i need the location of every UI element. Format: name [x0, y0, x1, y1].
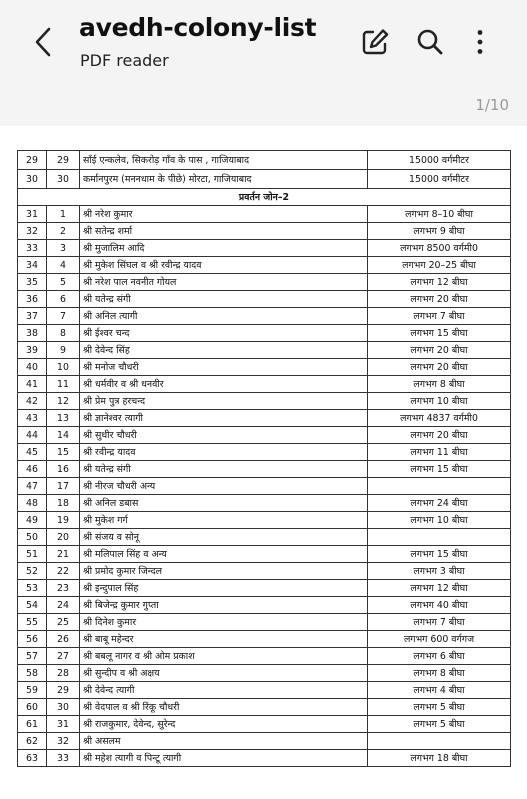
table-row — [18, 529, 511, 546]
serial-number-cell: 41 — [18, 376, 47, 393]
table-row — [18, 478, 511, 495]
area-cell: लगभग 7 बीघा — [368, 614, 511, 631]
table-row — [18, 151, 511, 170]
table-row — [18, 223, 511, 240]
table-row — [18, 495, 511, 512]
zone-number-cell: 6 — [47, 291, 80, 308]
owner-name-cell: श्री मुजालिम आदि — [80, 240, 368, 257]
zone-number-cell: 19 — [47, 512, 80, 529]
serial-number-cell: 52 — [18, 563, 47, 580]
serial-number-cell: 38 — [18, 325, 47, 342]
search-button[interactable] — [414, 26, 446, 58]
zone-number-cell: 31 — [47, 716, 80, 733]
owner-name-cell: श्री मुकेश सिंघल व श्री रवीन्द्र यादव — [80, 257, 368, 274]
table-row — [18, 325, 511, 342]
zone-number-cell: 16 — [47, 461, 80, 478]
area-cell: लगभग 11 बीघा — [368, 444, 511, 461]
area-cell: लगभग 20 बीघा — [368, 342, 511, 359]
zone-number-cell: 18 — [47, 495, 80, 512]
zone-number-cell: 15 — [47, 444, 80, 461]
owner-name-cell: श्री सतेन्द्र शर्मा — [80, 223, 368, 240]
serial-number-cell: 35 — [18, 274, 47, 291]
table-row — [18, 631, 511, 648]
area-cell: लगभग 5 बीघा — [368, 699, 511, 716]
table-row — [18, 597, 511, 614]
owner-name-cell: श्री असलम — [80, 733, 368, 750]
serial-number-cell: 49 — [18, 512, 47, 529]
zone-number-cell: 21 — [47, 546, 80, 563]
serial-number-cell: 33 — [18, 240, 47, 257]
table-row — [18, 665, 511, 682]
area-cell: लगभग 600 वर्गगज — [368, 631, 511, 648]
serial-number-cell: 59 — [18, 682, 47, 699]
zone-number-cell: 11 — [47, 376, 80, 393]
owner-name-cell: श्री नरेश कुमार — [80, 206, 368, 223]
table-row — [18, 291, 511, 308]
zone-number-cell: 1 — [47, 206, 80, 223]
owner-name-cell: श्री महेश त्यागी व पिन्टू त्यागी — [80, 750, 368, 767]
serial-number-cell: 62 — [18, 733, 47, 750]
zone-number-cell: 30 — [47, 699, 80, 716]
pdf-page[interactable] — [0, 126, 527, 799]
owner-name-cell: श्री रवीन्द्र यादव — [80, 444, 368, 461]
owner-name-cell: श्री सुधीर चौधरी — [80, 427, 368, 444]
table-row — [18, 342, 511, 359]
serial-number-cell: 55 — [18, 614, 47, 631]
page-indicator-bar — [0, 86, 527, 124]
zone-number-cell: 2 — [47, 223, 80, 240]
serial-number-cell: 29 — [18, 151, 47, 170]
owner-name-cell: श्री बबलू नागर व श्री ओम प्रकाश — [80, 648, 368, 665]
app-subtitle: PDF reader — [80, 51, 169, 70]
serial-number-cell: 47 — [18, 478, 47, 495]
zone-number-cell: 28 — [47, 665, 80, 682]
owner-name-cell: श्री अनिल डबास — [80, 495, 368, 512]
table-row — [18, 546, 511, 563]
serial-number-cell: 48 — [18, 495, 47, 512]
owner-name-cell: श्री मुकेश गर्ग — [80, 512, 368, 529]
serial-number-cell: 39 — [18, 342, 47, 359]
serial-number-cell: 43 — [18, 410, 47, 427]
serial-number-cell: 46 — [18, 461, 47, 478]
serial-number-cell: 60 — [18, 699, 47, 716]
colony-table — [17, 150, 511, 767]
serial-number-cell: 50 — [18, 529, 47, 546]
edit-button[interactable] — [359, 26, 391, 58]
zone-number-cell: 14 — [47, 427, 80, 444]
area-cell: लगभग 20 बीघा — [368, 359, 511, 376]
table-row — [18, 427, 511, 444]
owner-name-cell: श्री वेदपाल व श्री रिंकू चौधरी — [80, 699, 368, 716]
edit-icon — [359, 26, 391, 58]
table-row — [18, 410, 511, 427]
owner-name-cell: श्री देवेन्द त्यागी — [80, 682, 368, 699]
serial-number-cell: 37 — [18, 308, 47, 325]
owner-name-cell: श्री बिजेन्द्र कुमार गुप्ता — [80, 597, 368, 614]
zone-number-cell: 13 — [47, 410, 80, 427]
area-cell: लगभग 8500 वर्गमी0 — [368, 240, 511, 257]
table-row — [18, 240, 511, 257]
serial-number-cell: 42 — [18, 393, 47, 410]
owner-name-cell: श्री ज्ञानेश्वर त्यागी — [80, 410, 368, 427]
serial-number-cell: 57 — [18, 648, 47, 665]
serial-number-cell: 51 — [18, 546, 47, 563]
table-row — [18, 580, 511, 597]
owner-name-cell: साँई एन्कलेव, सिकरोड़ गाँव के पास , गाजियाबाद — [80, 151, 368, 170]
area-cell: लगभग 8 बीघा — [368, 665, 511, 682]
serial-number-cell: 32 — [18, 223, 47, 240]
owner-name-cell: श्री प्रेम पुत्र हरचन्द — [80, 393, 368, 410]
area-cell: लगभग 9 बीघा — [368, 223, 511, 240]
table-row — [18, 750, 511, 767]
serial-number-cell: 36 — [18, 291, 47, 308]
area-cell: लगभग 15 बीघा — [368, 546, 511, 563]
zone-number-cell: 32 — [47, 733, 80, 750]
search-icon — [414, 26, 446, 58]
table-row — [18, 359, 511, 376]
area-cell: लगभग 5 बीघा — [368, 716, 511, 733]
owner-name-cell: श्री प्रमोद कुमार जिन्दल — [80, 563, 368, 580]
zone-number-cell: 4 — [47, 257, 80, 274]
owner-name-cell: श्री यतेन्द्र संगी — [80, 291, 368, 308]
owner-name-cell: श्री इन्दुपाल सिंह — [80, 580, 368, 597]
zone-number-cell: 26 — [47, 631, 80, 648]
app-bar — [0, 0, 527, 86]
table-row — [18, 512, 511, 529]
serial-number-cell: 31 — [18, 206, 47, 223]
area-cell: लगभग 4 बीघा — [368, 682, 511, 699]
owner-name-cell: श्री मनोज चौधरी — [80, 359, 368, 376]
owner-name-cell: श्री देवेन्द सिंह — [80, 342, 368, 359]
zone-number-cell: 29 — [47, 682, 80, 699]
owner-name-cell: श्री धर्मवीर व श्री धनवीर — [80, 376, 368, 393]
area-cell: लगभग 20 बीघा — [368, 427, 511, 444]
area-cell: लगभग 10 बीघा — [368, 512, 511, 529]
zone-number-cell: 33 — [47, 750, 80, 767]
area-cell: लगभग 15 बीघा — [368, 325, 511, 342]
table-row — [18, 376, 511, 393]
owner-name-cell: श्री यतेन्द्र संगी — [80, 461, 368, 478]
table-row — [18, 614, 511, 631]
area-cell: 15000 वर्गमीटर — [368, 151, 511, 170]
serial-number-cell: 54 — [18, 597, 47, 614]
serial-number-cell: 63 — [18, 750, 47, 767]
owner-name-cell: श्री नीरज चौधरी अन्य — [80, 478, 368, 495]
zone-number-cell: 5 — [47, 274, 80, 291]
owner-name-cell: श्री अनिल त्यागी — [80, 308, 368, 325]
serial-number-cell: 56 — [18, 631, 47, 648]
area-cell: लगभग 8–10 बीघा — [368, 206, 511, 223]
table-row — [18, 563, 511, 580]
owner-name-cell: श्री ईश्वर चन्द — [80, 325, 368, 342]
owner-name-cell: कर्मानपुरम (मननधाम के पीछे) मोरटा, गाजियाबाद — [80, 170, 368, 189]
area-cell: लगभग 20 बीघा — [368, 291, 511, 308]
serial-number-cell: 53 — [18, 580, 47, 597]
zone-number-cell: 17 — [47, 478, 80, 495]
table-row — [18, 206, 511, 223]
table-row — [18, 648, 511, 665]
zone-number-cell: 10 — [47, 359, 80, 376]
zone-number-cell: 25 — [47, 614, 80, 631]
area-cell: 15000 वर्गमीटर — [368, 170, 511, 189]
serial-number-cell: 45 — [18, 444, 47, 461]
more-options-button[interactable] — [464, 26, 496, 58]
zone-heading-row — [18, 189, 511, 206]
back-arrow-icon — [30, 24, 60, 60]
serial-number-cell: 61 — [18, 716, 47, 733]
area-cell: लगभग 6 बीघा — [368, 648, 511, 665]
table-row — [18, 682, 511, 699]
area-cell — [368, 478, 511, 495]
owner-name-cell: श्री बाबू महेन्दर — [80, 631, 368, 648]
table-row — [18, 170, 511, 189]
serial-number-cell: 34 — [18, 257, 47, 274]
zone-number-cell: 3 — [47, 240, 80, 257]
zone-number-cell: 20 — [47, 529, 80, 546]
table-row — [18, 716, 511, 733]
zone-number-cell: 29 — [47, 151, 80, 170]
serial-number-cell: 44 — [18, 427, 47, 444]
zone-number-cell: 24 — [47, 597, 80, 614]
document-title: avedh-colony-list — [79, 13, 317, 42]
zone-number-cell: 27 — [47, 648, 80, 665]
owner-name-cell: श्री संजय व सोनू — [80, 529, 368, 546]
table-row — [18, 393, 511, 410]
zone-number-cell: 30 — [47, 170, 80, 189]
table-row — [18, 257, 511, 274]
zone-number-cell: 22 — [47, 563, 80, 580]
area-cell: लगभग 3 बीघा — [368, 563, 511, 580]
page-indicator: 1/10 — [475, 96, 509, 114]
zone-number-cell: 23 — [47, 580, 80, 597]
owner-name-cell: श्री नरेश पाल नवनीत गोयल — [80, 274, 368, 291]
table-row — [18, 461, 511, 478]
table-row — [18, 274, 511, 291]
zone-number-cell: 8 — [47, 325, 80, 342]
table-row — [18, 308, 511, 325]
area-cell: लगभग 7 बीघा — [368, 308, 511, 325]
owner-name-cell: श्री मलिपाल सिंह व अन्य — [80, 546, 368, 563]
area-cell: लगभग 10 बीघा — [368, 393, 511, 410]
area-cell — [368, 733, 511, 750]
serial-number-cell: 30 — [18, 170, 47, 189]
table-row — [18, 733, 511, 750]
more-vert-icon — [464, 26, 496, 58]
serial-number-cell: 58 — [18, 665, 47, 682]
zone-number-cell: 7 — [47, 308, 80, 325]
serial-number-cell: 40 — [18, 359, 47, 376]
area-cell: लगभग 15 बीघा — [368, 461, 511, 478]
area-cell: लगभग 24 बीघा — [368, 495, 511, 512]
area-cell — [368, 529, 511, 546]
area-cell: लगभग 12 बीघा — [368, 274, 511, 291]
area-cell: लगभग 8 बीघा — [368, 376, 511, 393]
owner-name-cell: श्री राजकुमार, देवेन्द, सुरेन्द — [80, 716, 368, 733]
table-row — [18, 699, 511, 716]
owner-name-cell: श्री दिनेश कुमार — [80, 614, 368, 631]
area-cell: लगभग 20–25 बीघा — [368, 257, 511, 274]
owner-name-cell: श्री सुन्दीप व श्री अक्षय — [80, 665, 368, 682]
zone-heading: प्रवर्तन जोन–2 — [18, 189, 511, 206]
area-cell: लगभग 18 बीघा — [368, 750, 511, 767]
area-cell: लगभग 12 बीघा — [368, 580, 511, 597]
area-cell: लगभग 4837 वर्गमी0 — [368, 410, 511, 427]
table-row — [18, 444, 511, 461]
back-button[interactable] — [30, 24, 60, 60]
zone-number-cell: 9 — [47, 342, 80, 359]
area-cell: लगभग 40 बीघा — [368, 597, 511, 614]
zone-number-cell: 12 — [47, 393, 80, 410]
